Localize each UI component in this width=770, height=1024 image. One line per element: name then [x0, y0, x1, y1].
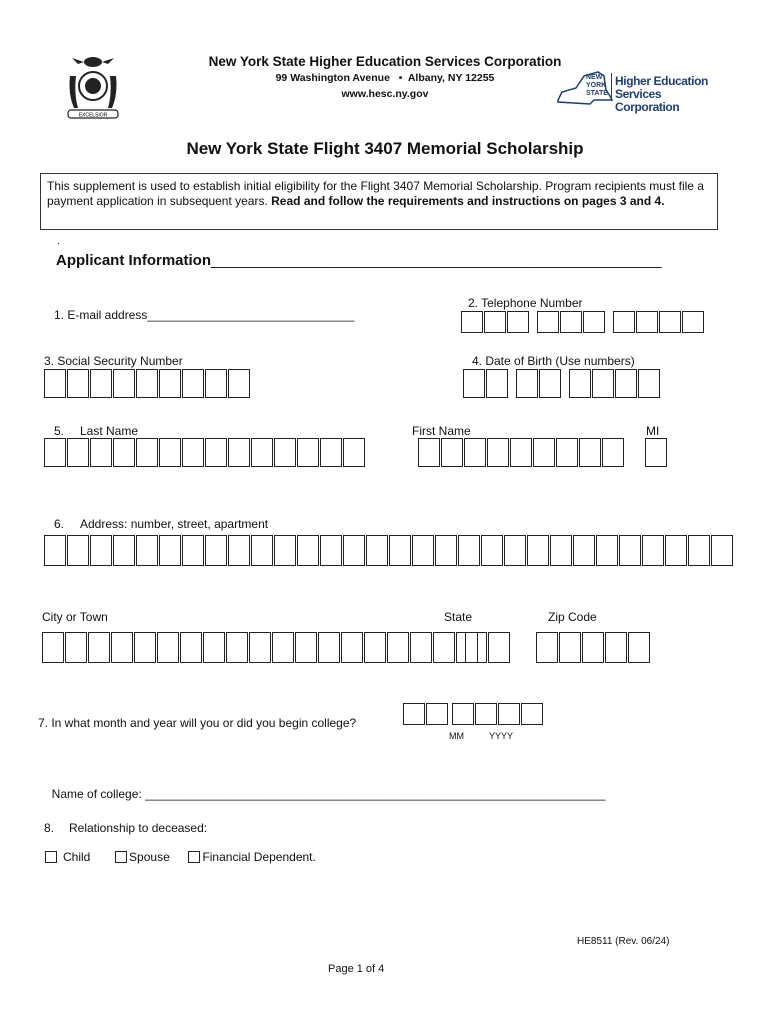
state-label: State — [444, 610, 473, 624]
rel-num: 8. — [44, 821, 55, 835]
logo-state: STATE — [586, 90, 608, 97]
college-name-input[interactable]: _____________________________________________________________________ — [145, 787, 606, 801]
yyyy-label: YYYY — [489, 731, 514, 741]
dob-input-boxes[interactable] — [463, 369, 661, 398]
org-name: New York State Higher Education Services Corporation — [208, 54, 562, 69]
dependent-checkbox[interactable] — [188, 851, 200, 863]
section-applicant-info — [56, 252, 661, 269]
form-title: New York State Flight 3407 Memorial Scholarship — [186, 139, 584, 158]
zip-input-boxes[interactable] — [536, 632, 651, 663]
last-name-label: Last Name — [80, 424, 139, 438]
mi-label: MI — [646, 424, 660, 438]
address-input-boxes[interactable] — [44, 535, 734, 566]
city-label: City or Town — [42, 610, 108, 624]
college-start-label: 7. In what month and year will you or did you begin college? — [38, 716, 357, 730]
address-label: Address: number, street, apartment — [80, 517, 269, 531]
email-label: 1. E-mail address_______________________________ — [54, 308, 355, 322]
logo-name-1: Higher Education — [615, 74, 708, 88]
dependent-label: Financial Dependent. — [202, 850, 316, 864]
org-address: 99 Washington Avenue • Albany, NY 12255 — [275, 72, 495, 84]
phone-label: 2. Telephone Number — [468, 296, 583, 310]
state-input-boxes[interactable] — [465, 632, 511, 663]
hesc-logo — [554, 70, 724, 114]
last-num: 5. — [54, 424, 65, 438]
section-underline: ______________________________________________________ — [211, 252, 662, 269]
college-name-label: Name of college: _____________________________________________________________________ — [51, 787, 606, 801]
seal-motto: EXCELSIOR — [78, 112, 108, 119]
stray-dot: . — [57, 236, 60, 247]
logo-name-2: Services Corporation — [615, 87, 680, 114]
ssn-label: 3. Social Security Number — [44, 354, 183, 368]
spouse-checkbox[interactable] — [115, 851, 127, 863]
first-name-label: First Name — [412, 424, 471, 438]
child-checkbox[interactable] — [45, 851, 57, 863]
mi-input-box[interactable] — [645, 438, 668, 467]
relationship-label: Relationship to deceased: — [69, 821, 208, 835]
intro-text: This supplement is used to establish initial eligibility for the Flight 3407 Memorial Scholarship. Program recipients must file a payment application in subsequent years. — [47, 179, 704, 208]
intro-box — [40, 173, 718, 230]
mm-label: MM — [449, 731, 464, 741]
spouse-label: Spouse — [129, 850, 170, 864]
form-id: HE8511 (Rev. 06/24) — [577, 936, 670, 947]
zip-label: Zip Code — [548, 610, 597, 624]
relationship-options — [45, 850, 316, 864]
phone-input-boxes[interactable] — [461, 311, 705, 333]
dob-label: 4. Date of Birth (Use numbers) — [472, 354, 635, 368]
last-name-input-boxes[interactable] — [44, 438, 366, 467]
address-num: 6. — [54, 517, 65, 531]
child-label: Child — [63, 850, 91, 864]
city-input-boxes[interactable] — [42, 632, 479, 663]
org-website: www.hesc.ny.gov — [341, 88, 429, 100]
page-number: Page 1 of 4 — [328, 963, 385, 975]
nys-seal-logo — [62, 54, 124, 122]
college-start-input-boxes[interactable] — [403, 703, 544, 725]
logo-new: NEW — [586, 74, 603, 81]
section-title: Applicant Information — [56, 252, 211, 269]
first-name-input-boxes[interactable] — [418, 438, 625, 467]
ssn-input-boxes[interactable] — [44, 369, 251, 398]
logo-york: YORK — [586, 82, 607, 89]
intro-bold: Read and follow the requirements and instructions on pages 3 and 4. — [271, 194, 665, 208]
